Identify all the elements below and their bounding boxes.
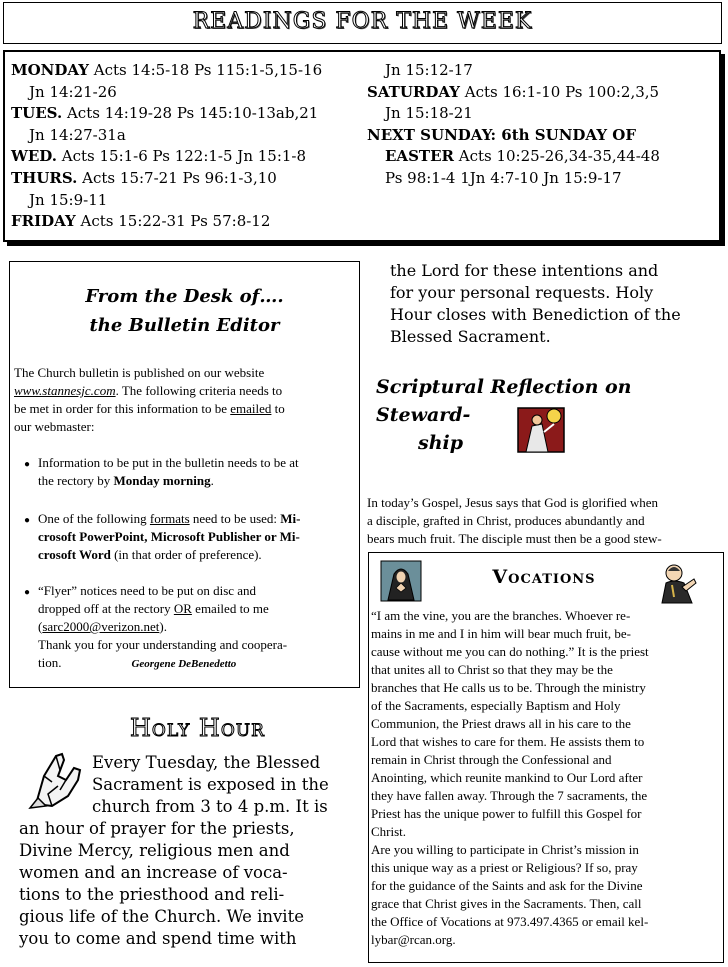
holy-hour-cont-line: Hour closes with Benediction of the — [390, 305, 681, 324]
holy-hour-line: you to come and spend time with — [19, 929, 297, 948]
readings-header-box — [3, 2, 722, 44]
holy-hour-line: gious life of the Church. We invite — [19, 907, 304, 926]
vocations-line: that unites all to Christ so that they may be the — [371, 662, 613, 677]
reflection-title: Scriptural Reflection on Steward- ship — [376, 376, 632, 454]
holy-hour-title: Holy Hour — [130, 714, 265, 742]
holy-hour-line: Sacrament is exposed in the — [92, 775, 329, 794]
holy-hour-cont-line: the Lord for these intentions and — [390, 261, 659, 280]
holy-hour-line: Every Tuesday, the Blessed — [92, 753, 321, 772]
website-link[interactable]: www.stannesjc.com — [14, 383, 116, 398]
bullet-dot: ● — [24, 515, 31, 526]
vocations-line: grace that Christ gives in the Sacraments. Then, call — [371, 896, 642, 911]
vocations-line: mains in me and I in him will bear much fruit, be- — [371, 626, 631, 641]
editor-bullet-1: Information to be put in the bulletin needs to be at the rectory by Monday morning. — [38, 455, 299, 488]
vocations-line: for the guidance of the Saints and ask for the Divine — [371, 878, 643, 893]
editor-title-line1: From the Desk of…. — [85, 286, 284, 307]
reading-wednesday: WED. Acts 15:1-6 Ps 122:1-5 Jn 15:1-8 — [11, 147, 307, 166]
reading-thursday-gospel: Jn 15:9-11 — [29, 190, 108, 209]
editor-email-link[interactable]: sarc2000@verizon.net — [42, 619, 160, 634]
vocations-line: of the Sacraments, especially Baptism and Holy — [371, 698, 621, 713]
holy-hour-line: Divine Mercy, religious men and — [19, 841, 290, 860]
editor-bullet-3: “Flyer” notices need to be put on disc and dropped off at the rectory OR emailed to me (sarc2000@verizon.net). Thank you for your understanding and coopera- tion. Georgene DeBenedetto — [38, 583, 288, 670]
reading-next-sunday: NEXT SUNDAY: 6th SUNDAY OF — [367, 125, 636, 144]
vocations-line: Priest has the unique power to fulfill this Gospel for — [371, 806, 642, 821]
bullet-dot: ● — [24, 459, 31, 470]
vocations-line: lybar@rcan.org. — [371, 932, 456, 947]
vocations-line: Lord that wishes to care for them. He assists them to — [371, 734, 645, 749]
reflection-line: In today’s Gospel, Jesus says that God is glorified when — [367, 495, 659, 510]
holy-hour-line: an hour of prayer for the priests, — [19, 819, 295, 838]
holy-hour-line: tions to the priesthood and reli- — [19, 885, 285, 904]
holy-hour-line: church from 3 to 4 p.m. It is — [92, 797, 328, 816]
emailed-underlined: emailed — [230, 401, 272, 416]
holy-hour-cont-line: Blessed Sacrament. — [390, 327, 551, 346]
reading-easter: EASTER Acts 10:25-26,34-35,44-48 — [385, 147, 660, 166]
reflection-line: bears much fruit. The disciple must then be a good stew- — [367, 531, 662, 546]
vocations-line: Anointing, which reunite mankind to Our Lord after — [371, 770, 643, 785]
reading-tuesday: TUES. Acts 14:19-28 Ps 145:10-13ab,21 — [11, 104, 319, 123]
vocations-line: Christ. — [371, 824, 407, 839]
vocations-line: the Office of Vocations at 973.497.4365 or email kel- — [371, 914, 649, 929]
reading-thursday: THURS. Acts 15:7-21 Ps 96:1-3,10 — [11, 169, 277, 187]
bulletin-editor-box — [9, 261, 360, 688]
reading-friday: FRIDAY Acts 15:22-31 Ps 57:8-12 — [11, 212, 271, 231]
editor-title-line2: the Bulletin Editor — [89, 315, 280, 336]
reading-friday-gospel: Jn 15:12-17 — [385, 61, 473, 79]
nun-praying-icon — [380, 560, 422, 602]
praying-figure-icon — [516, 402, 570, 456]
vocations-title: Vocations — [492, 566, 596, 588]
editor-signature: Georgene DeBenedetto — [131, 658, 237, 670]
vocations-line: “I am the vine, you are the branches. Whoever re- — [371, 608, 631, 623]
reading-easter-psalm: Ps 98:1-4 1Jn 4:7-10 Jn 15:9-17 — [385, 169, 622, 187]
vocations-line: Communion, the Priest draws all in his care to the — [371, 716, 631, 731]
vocations-line: remain in Christ through the Confessional and — [371, 752, 612, 767]
readings-header-title: READINGS FOR THE WEEK — [192, 9, 533, 34]
reading-saturday-gospel: Jn 15:18-21 — [385, 104, 473, 123]
bullet-dot: ● — [24, 587, 31, 598]
reflection-line: a disciple, grafted in Christ, produces abundantly and — [367, 513, 645, 528]
editor-bullet-2: One of the following formats need to be used: Mi- crosoft PowerPoint, Microsoft Publisher or Mi- crosoft Word (in that order of preference). — [38, 511, 301, 562]
reading-saturday: SATURDAY Acts 16:1-10 Ps 100:2,3,5 — [367, 82, 660, 101]
editor-intro: The Church bulletin is published on our website www.stannesjc.com. The following criteria needs to be met in order for this information to be emailed to our webmaster: — [14, 365, 285, 434]
vocations-line: cause without me you can do nothing.” It is the priest — [371, 644, 649, 659]
holy-hour-line: women and an increase of voca- — [19, 863, 288, 882]
reading-monday-gospel: Jn 14:21-26 — [29, 82, 117, 101]
reading-monday: MONDAY Acts 14:5-18 Ps 115:1-5,15-16 — [11, 61, 323, 79]
holy-hour-cont-line: for your personal requests. Holy — [390, 283, 654, 302]
vocations-line: Are you willing to participate in Christ’s mission in — [371, 842, 639, 857]
praying-hands-icon — [22, 746, 88, 812]
vocations-line: branches that He calls us to be. Through the ministry — [371, 680, 646, 695]
priest-praying-icon — [656, 561, 700, 605]
vocations-line: this unique way as a priest or Religious? If so, pray — [371, 860, 638, 875]
reading-tuesday-gospel: Jn 14:27-31a — [29, 125, 126, 144]
vocations-line: they have fallen away. Through the 7 sacraments, the — [371, 788, 648, 803]
readings-box — [3, 50, 721, 242]
